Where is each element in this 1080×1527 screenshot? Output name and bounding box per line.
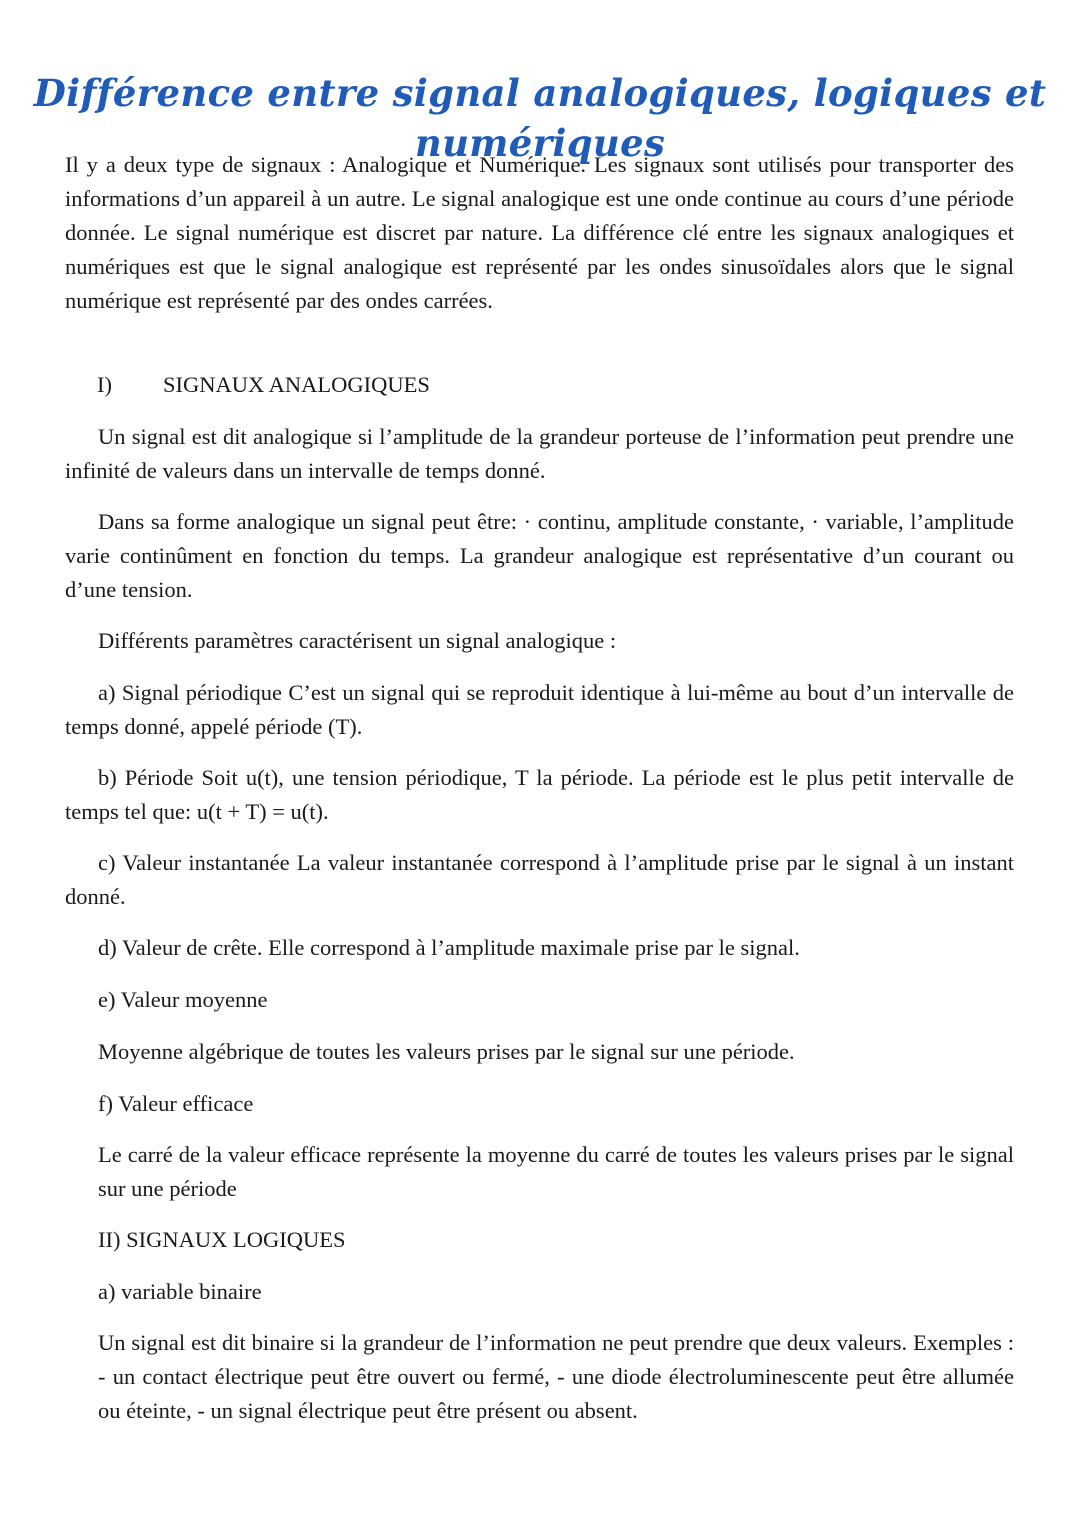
- document-title: Différence entre signal analogiques, logiques et numériques: [33, 71, 1047, 165]
- section1-paragraph-2: Dans sa forme analogique un signal peut être: · continu, amplitude constante, · variable, l’amplitude varie continûment en fonction du temps. La grandeur analogique est représentative d’un courant ou d’une tension.: [65, 509, 1014, 602]
- item-e-text: Moyenne algébrique de toutes les valeurs prises par le signal sur une période.: [98, 1039, 795, 1064]
- section1-paragraph-1: Un signal est dit analogique si l’amplitude de la grandeur porteuse de l’information peut prendre une infinité de valeurs dans un intervalle de temps donné.: [65, 424, 1014, 483]
- item-f-text: Le carré de la valeur efficace représente la moyenne du carré de toutes les valeurs prises par le signal sur une période: [98, 1142, 1014, 1201]
- item-f-title: f) Valeur efficace: [98, 1091, 254, 1116]
- section2-item-a-title: a) variable binaire: [98, 1279, 262, 1304]
- section1-heading: SIGNAUX ANALOGIQUES: [163, 372, 430, 397]
- item-e-title: e) Valeur moyenne: [98, 987, 268, 1012]
- section1-number: I): [97, 372, 112, 397]
- section1-paragraph-3: Différents paramètres caractérisent un signal analogique :: [98, 628, 617, 653]
- intro-paragraph: Il y a deux type de signaux : Analogique et Numérique. Les signaux sont utilisés pour transporter des informations d’un appareil à un autre. Le signal analogique est une onde continue au cours d’une période donnée. Le signal numérique est discret par nature. La différence clé entre les signaux analogiques et numériques est que le signal analogique est représenté par les ondes sinusoïdales alors que le signal numérique est représenté par des ondes carrées.: [65, 152, 1014, 313]
- item-b-period: b) Période Soit u(t), une tension périodique, T la période. La période est le plus petit intervalle de temps tel que: u(t + T) = u(t).: [65, 765, 1014, 824]
- item-d-peak-value: d) Valeur de crête. Elle correspond à l’amplitude maximale prise par le signal.: [98, 935, 800, 960]
- item-c-instantaneous-value: c) Valeur instantanée La valeur instantanée correspond à l’amplitude prise par le signal à un instant donné.: [65, 850, 1014, 909]
- section2-item-a-text: Un signal est dit binaire si la grandeur de l’information ne peut prendre que deux valeurs. Exemples : - un contact électrique peut être ouvert ou fermé, - une diode électroluminescente peut être allumée ou éteinte, - un signal électrique peut être présent ou absent.: [98, 1330, 1014, 1423]
- section2-heading: II) SIGNAUX LOGIQUES: [98, 1227, 346, 1252]
- item-a-periodic-signal: a) Signal périodique C’est un signal qui se reproduit identique à lui-même au bout d’un intervalle de temps donné, appelé période (T).: [65, 680, 1014, 739]
